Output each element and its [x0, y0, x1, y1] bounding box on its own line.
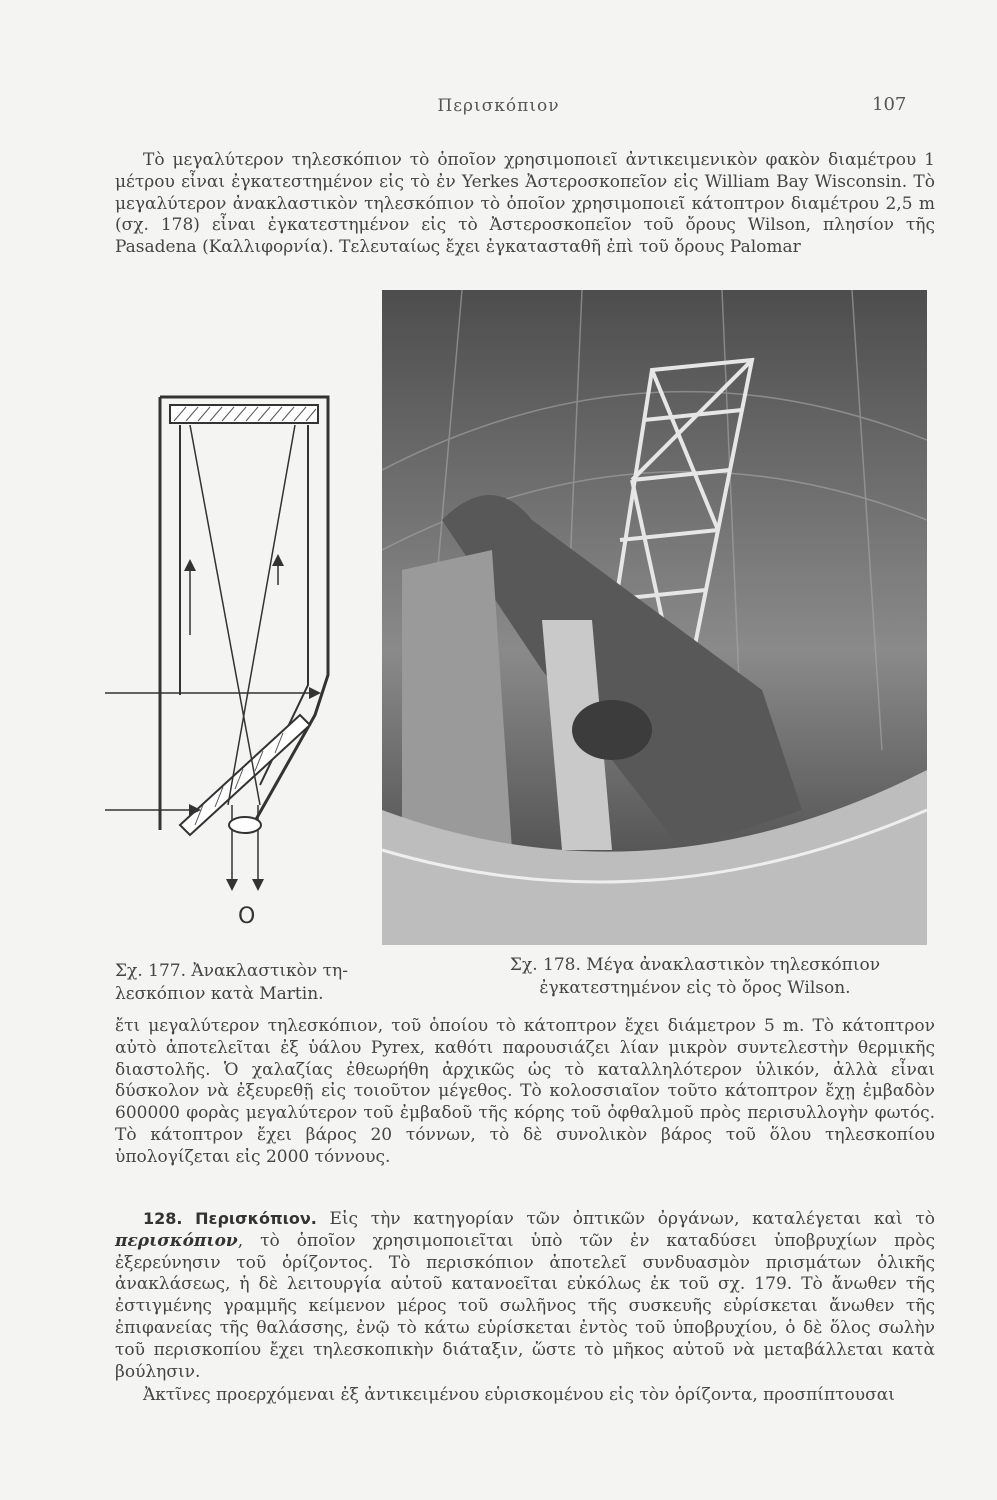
section-number: 128. — [143, 1209, 183, 1228]
figure-177-caption — [115, 960, 365, 1006]
eyepiece-lens — [229, 817, 261, 833]
periscope-text-b: , τὸ ὁποῖον χρησιμοποιεῖται ὑπὸ τῶν ἐν καταδύσει ὑποβρυχίων πρὸς ἐξερεύνησιν τοῦ ὁρίζοντος. Τὸ περισκόπιον ἀποτελεῖ συνδυασμὸν πρισμάτων ὁλικῆς ἀνακλάσεως, ἡ δὲ λειτουργία αὐτοῦ κατανοεῖται εὐκόλως ἐκ τοῦ σχ. 179. Τὸ ἄνωθεν τῆς ἐστιγμένης γραμμῆς κείμενον μέρος τοῦ σωλῆνος τῆς συσκευῆς εὑρίσκεται ἄνωθεν τῆς ἐπιφανείας τῆς θαλάσσης, ἐνῷ τὸ κάτω εὑρίσκεται ἐντὸς τοῦ ὑποβρυχίου, ὁ δὲ ὅλος σωλὴν τοῦ περισκοπίου ἔχει τηλεσκοπικὴν διάταξιν, ὥστε τὸ μῆκος αὐτοῦ νὰ μεταβάλλεται κατὰ βούλησιν. — [115, 1230, 935, 1382]
paragraph-periscope — [115, 1208, 935, 1383]
figure-177-diagram — [100, 385, 340, 945]
focus-label: O — [238, 904, 256, 929]
primary-mirror — [170, 405, 318, 423]
page-number: 107 — [872, 94, 907, 115]
caption-177-line1: Σχ. 177. Ἀνακλαστικὸν τη- — [115, 961, 348, 981]
periscope-text-a: Εἰς τὴν κατηγορίαν τῶν ὀπτικῶν ὀργάνων, καταλέγεται καὶ τὸ — [316, 1209, 935, 1229]
paragraph-rays: Ἀκτῖνες προερχόμεναι ἐξ ἀντικειμένου εὑρισκομένου εἰς τὸν ὁρίζοντα, προσπίπτουσαι — [143, 1385, 895, 1405]
figure-178-caption — [485, 954, 905, 1000]
caption-177-line2: λεσκόπιον κατὰ Martin. — [115, 984, 324, 1004]
caption-178-line2: ἐγκατεστημένον εἰς τὸ ὄρος Wilson. — [539, 978, 851, 998]
caption-178-line1: Σχ. 178. Μέγα ἀνακλαστικὸν τηλεσκόπιον — [509, 955, 881, 975]
periscope-term: περισκόπιον — [115, 1230, 238, 1251]
page-header-title: Περισκόπιον — [437, 96, 560, 116]
figure-178-photo — [382, 290, 927, 945]
paragraph-palomar: ἔτι μεγαλύτερον τηλεσκόπιον, τοῦ ὁποίου τὸ κάτοπτρον ἔχει διάμετρον 5 m. Τὸ κάτοπτρον αὐτὸ ἀποτελεῖται ἐξ ὑάλου Pyrex, καθότι παρουσιάζει λίαν μικρὸν συντελεστὴν θερμικῆς διαστολῆς. Ὁ χαλαζίας ἐθεωρήθη ἀρχικῶς ὡς τὸ καταλληλότερον ὑλικόν, ἀλλὰ εἶναι δύσκολον νὰ ἐξευρεθῇ εἰς τοιοῦτον μέγεθος. Τὸ κολοσσιαῖον τοῦτο κάτοπτρον ἔχῃ ἐμβαδὸν 600000 φορὰς μεγαλύτερον τοῦ ἐμβαδοῦ τῆς κόρης τοῦ ὀφθαλμοῦ πρὸς περισυλλογὴν φωτός. Τὸ κάτοπτρον ἔχει βάρος 20 τόννων, τὸ δὲ συνολικὸν βάρος τοῦ ὅλου τηλεσκοπίου ὑπολογίζεται εἰς 2000 τόννους. — [115, 1016, 935, 1167]
section-title: Περισκόπιον. — [195, 1209, 317, 1228]
paragraph-telescopes: Τὸ μεγαλύτερον τηλεσκόπιον τὸ ὁποῖον χρησιμοποιεῖ ἀντικειμενικὸν φακὸν διαμέτρου 1 μέτρου εἶναι ἐγκατεστημένον εἰς τὸ ἐν Yerkes Ἀστεροσκοπεῖον εἰς William Bay Wisconsin. Τὸ μεγαλύτερον ἀνακλαστικὸν τηλεσκόπιον τὸ ὁποῖον χρησιμοποιεῖ κάτοπτρον διαμέτρου 2,5 m (σχ. 178) εἶναι ἐγκατεστημένον εἰς τὸ Ἀστεροσκοπεῖον τοῦ ὄρους Wilson, πλησίον τῆς Pasadena (Καλλιφορνία). Τελευταίως ἔχει ἐγκατασταθῆ ἐπὶ τοῦ ὄρους Palomar — [115, 150, 935, 258]
